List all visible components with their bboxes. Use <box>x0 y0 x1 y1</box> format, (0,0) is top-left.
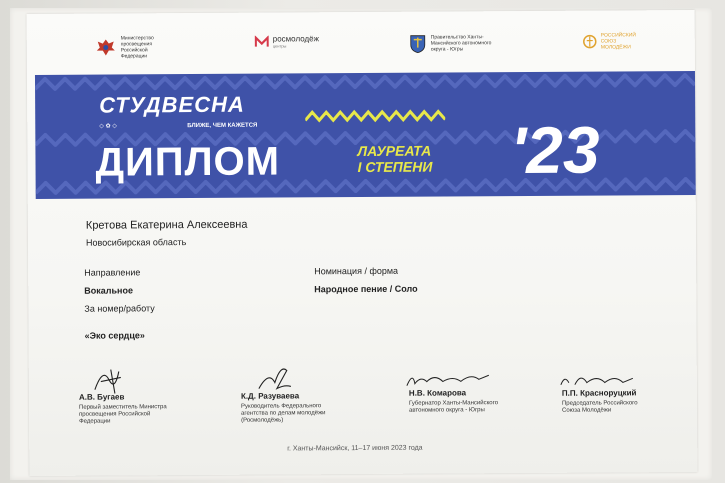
ministry-logo-text: Министерство просвещения Российской Федерации <box>120 35 154 60</box>
nomination-value: Народное пение / Соло <box>314 283 418 295</box>
recipient-name: Кретова Екатерина Алексеевна <box>85 218 248 232</box>
eagle-emblem-icon <box>95 37 117 57</box>
signer-3-name: Н.В. Комарова <box>408 388 467 398</box>
festival-title: СТУДВЕСНА <box>99 91 245 118</box>
signer-2-name: К.Д. Разуваева <box>240 391 300 401</box>
laureate-block <box>357 143 432 175</box>
festival-icons: ◇ ✿ ◇ <box>99 123 117 130</box>
signer-4-role: Председатель Российского Союза Молодёжи <box>561 400 638 414</box>
signature-razuvaeva <box>255 360 295 394</box>
government-logo <box>409 33 501 54</box>
recipient-region: Новосибирская область <box>85 237 187 248</box>
diploma-title: ДИПЛОМ <box>95 139 281 185</box>
signer-1-name: А.В. Бугаев <box>78 392 125 402</box>
zigzag-pattern <box>35 73 695 91</box>
signer-2-role: Руководитель Федерального агентства по делам молодёжи (Росмолодёжь) <box>240 403 326 424</box>
laureate-line-2: I СТЕПЕНИ <box>357 158 433 176</box>
yellow-zigzag <box>305 108 445 123</box>
direction-value: Вокальное <box>84 285 134 296</box>
festival-tagline: БЛИЖЕ, ЧЕМ КАЖЕТСЯ <box>187 122 258 130</box>
work-value: «Эко сердце» <box>84 330 145 341</box>
diploma-banner <box>35 71 696 199</box>
ministry-logo <box>95 35 169 59</box>
government-logo-text: Правительство Ханты-Мансийского автономного округа - Югры <box>430 34 492 53</box>
nomination-label: Номинация / форма <box>314 265 399 277</box>
diploma-sheet <box>27 10 698 476</box>
rosmolodezh-name: росмолодёж <box>272 34 319 44</box>
rosmolodezh-mark-icon <box>255 36 269 48</box>
work-label: За номер/работу <box>84 303 155 314</box>
union-logo <box>583 32 639 50</box>
signer-1-role: Первый заместитель Министра просвещения Российской Федерации <box>78 404 167 425</box>
year-mark: '23 <box>510 112 600 188</box>
laureate-line-1: ЛАУРЕАТА <box>357 142 432 160</box>
union-logo-text: РОССИЙСКИЙ СОЮЗ МОЛОДЁЖИ <box>600 32 636 51</box>
signer-3-role: Губернатор Ханты-Мансийского автономного округа - Югры <box>408 400 499 414</box>
rosmolodezh-sub: центры <box>272 43 287 49</box>
footer-location-date: г. Ханты-Мансийск, 11–17 июня 2023 года <box>287 444 423 453</box>
rosmolodezh-logo <box>255 34 319 48</box>
coat-of-arms-icon <box>409 34 427 54</box>
signer-4-name: П.П. Красноруцкий <box>561 388 637 398</box>
direction-label: Направление <box>84 267 141 278</box>
union-emblem-icon <box>583 34 597 50</box>
